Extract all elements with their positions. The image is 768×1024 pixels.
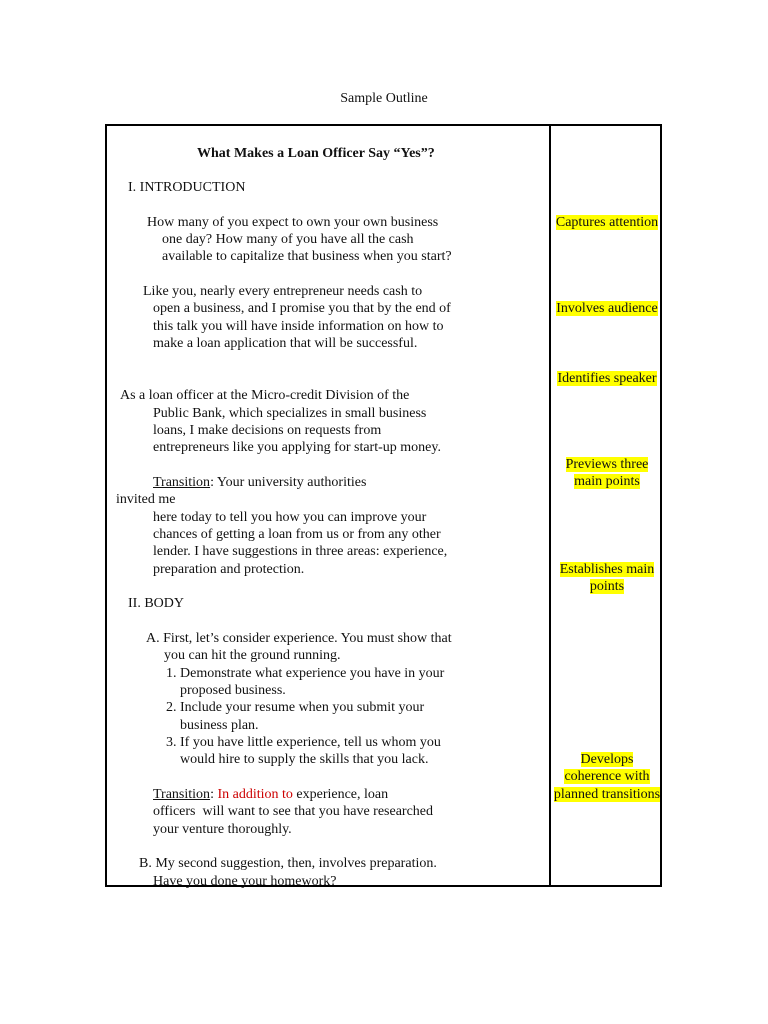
transition-highlight-red: In addition to: [217, 787, 293, 802]
outline-table: [105, 124, 662, 887]
transition-text: experience, loan: [292, 787, 389, 802]
annotation-note: Establishes main points: [559, 562, 655, 595]
annotation-note: Develops coherence with planned transitions: [553, 752, 661, 802]
transition-label: Transition: [153, 787, 211, 802]
body-heading: II. BODY: [128, 596, 184, 611]
body-transition-line: officers will want to see that you have researched: [153, 804, 434, 819]
annotation-note: Identifies speaker: [557, 371, 657, 386]
outline-title: What Makes a Loan Officer Say “Yes”?: [197, 146, 435, 161]
intro-text-line: open a business, and I promise you that by the end of: [153, 301, 451, 316]
annotation-note: Involves audience: [556, 301, 658, 316]
body-list-item: 3. If you have little experience, tell us whom you: [166, 735, 441, 750]
document-title: Sample Outline: [340, 91, 428, 106]
intro-transition-line: invited me: [116, 492, 176, 507]
intro-transition-line: [153, 474, 366, 491]
body-transition-line: your venture thoroughly.: [153, 822, 292, 837]
intro-transition-line: lender. I have suggestions in three areas: experience,: [153, 544, 448, 559]
body-list-item: 1. Demonstrate what experience you have in your: [166, 666, 445, 681]
intro-text-line: loans, I make decisions on requests from: [153, 423, 382, 438]
annotation-note: Captures attention: [555, 215, 659, 230]
intro-text-line: How many of you expect to own your own business: [147, 215, 439, 230]
body-text-line: A. First, let’s consider experience. You must show that: [146, 631, 452, 646]
body-transition-line: [153, 786, 388, 803]
intro-transition-line: here today to tell you how you can improve your: [153, 510, 427, 525]
body-list-item: business plan.: [180, 718, 259, 733]
body-list-item: proposed business.: [180, 683, 286, 698]
intro-text-line: Public Bank, which specializes in small business: [153, 406, 427, 421]
intro-text-line: one day? How many of you have all the cash: [162, 232, 414, 247]
intro-text-line: make a loan application that will be successful.: [153, 336, 418, 351]
body-text-line: you can hit the ground running.: [164, 648, 341, 663]
body-list-item: 2. Include your resume when you submit your: [166, 700, 425, 715]
transition-label: Transition: [153, 475, 211, 490]
transition-text: :: [210, 787, 218, 802]
intro-transition-line: chances of getting a loan from us or from any other: [153, 527, 441, 542]
intro-text-line: this talk you will have inside information on how to: [153, 319, 444, 334]
intro-transition-line: preparation and protection.: [153, 562, 305, 577]
intro-text-line: entrepreneurs like you applying for start-up money.: [153, 440, 441, 455]
intro-heading: I. INTRODUCTION: [128, 180, 246, 195]
body-list-item: would hire to supply the skills that you lack.: [180, 752, 429, 767]
intro-text-line: Like you, nearly every entrepreneur needs cash to: [143, 284, 423, 299]
intro-text-line: As a loan officer at the Micro-credit Division of the: [120, 388, 410, 403]
transition-text: : Your university authorities: [210, 475, 367, 490]
body-text-line: Have you done your homework?: [153, 874, 337, 889]
body-text-line: B. My second suggestion, then, involves preparation.: [139, 856, 437, 871]
intro-text-line: available to capitalize that business when you start?: [162, 249, 452, 264]
annotation-note: Previews three main points: [565, 457, 649, 490]
